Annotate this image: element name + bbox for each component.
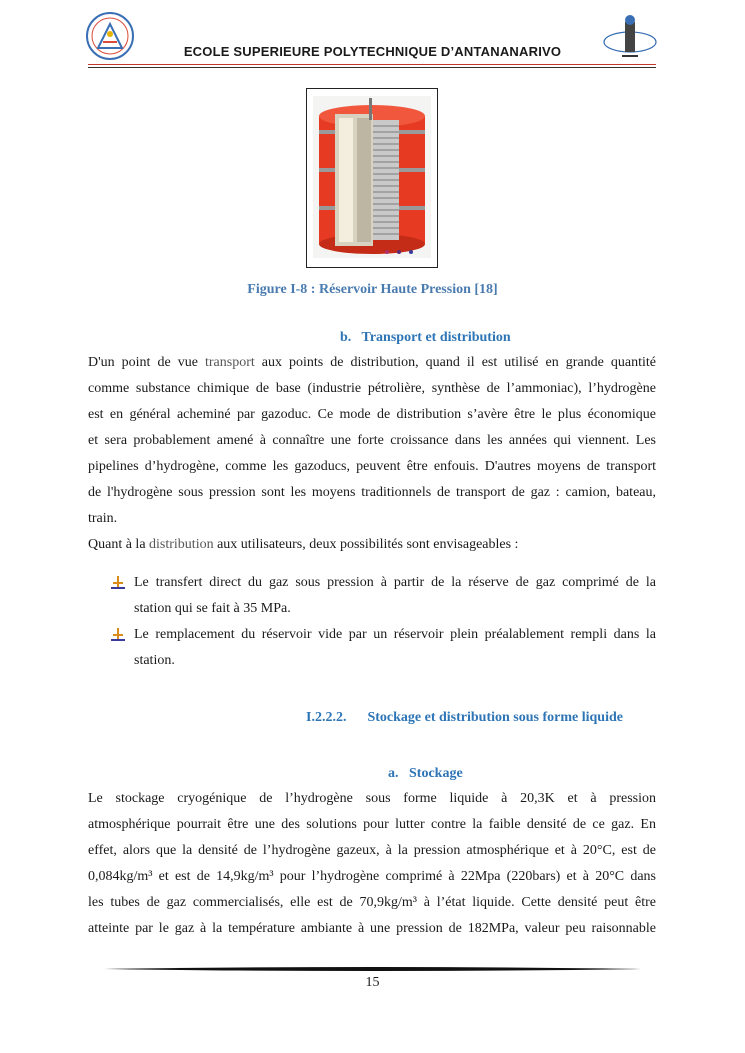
figure-frame xyxy=(306,88,438,268)
bullet-line: station qui se fait à 35 MPa. xyxy=(134,601,291,616)
term-transport: transport xyxy=(204,355,255,370)
bullet-arrow-icon xyxy=(111,628,125,642)
bullet-line: Le transfert direct du gaz sous pression à partir de la réserve de gaz comprimé de la xyxy=(134,575,656,590)
page-number: 15 xyxy=(365,975,380,990)
paragraph-line: Le stockage cryogénique de l’hydrogène sous forme liquide à 20,3K et à pression xyxy=(88,791,656,806)
paragraph-line: est en général acheminé par gazoduc. Ce mode de distribution s’avère être le plus économique xyxy=(88,407,656,422)
heading-title: Transport et distribution xyxy=(361,330,511,345)
heading-number: b. xyxy=(340,330,352,345)
heading-title: Stockage xyxy=(409,766,463,781)
paragraph-line: pipelines d’hydrogène, comme les gazoducs, peuvent être enfouis. D'autres moyens de transport xyxy=(88,459,656,474)
heading-stockage-liquide xyxy=(306,710,623,726)
heading-transport-distribution xyxy=(340,330,511,346)
bullet-item-transfer xyxy=(134,570,656,622)
paragraph-line: effet, alors que la densité de l’hydrogène gazeux, à la pression atmosphérique et à 20°C, est de xyxy=(88,843,656,858)
paragraph-distribution xyxy=(88,532,656,558)
paragraph-transport xyxy=(88,350,656,532)
header-school-name: ECOLE SUPERIEURE POLYTECHNIQUE D’ANTANANARIVO xyxy=(183,44,562,59)
bullet-arrow-icon xyxy=(111,576,125,590)
paragraph-line: comme substance chimique de base (industrie pétrolière, synthèse de l’ammoniac), l’hydrogène xyxy=(88,381,656,396)
bullet-line: Le remplacement du réservoir vide par un réservoir plein préalablement rempli dans la xyxy=(134,627,656,642)
paragraph-line: les tubes de gaz commercialisés, elle est de 70,9kg/m³ à l’état liquide. Cette densité peut être xyxy=(88,895,656,910)
paragraph-line: 0,084kg/m³ et est de 14,9kg/m³ pour l’hydrogène comprimé à 22Mpa (220bars) et à 20°C dans xyxy=(88,869,656,884)
paragraph-line: Quant à la distribution aux utilisateurs, deux possibilités sont envisageables : xyxy=(88,537,519,552)
term-distribution: distribution xyxy=(149,537,214,552)
pressure-tank-illustration xyxy=(313,96,431,258)
paragraph-line: D'un point de vue transport aux points de distribution, quand il est utilisé en grande quantité xyxy=(88,355,656,370)
paragraph-line: atmosphérique pourrait être une des solutions pour lutter contre la faible densité de ce gaz. En xyxy=(88,817,656,832)
bullet-item-replacement xyxy=(134,622,656,674)
paragraph-line: de l'hydrogène sous pression sont les moyens traditionnels de transport de gaz : camion, bateau, xyxy=(88,485,656,500)
paragraph-stockage xyxy=(88,786,656,942)
header-rule-red xyxy=(88,64,656,65)
heading-title: Stockage et distribution sous forme liquide xyxy=(367,710,623,725)
footer-rule xyxy=(104,966,641,972)
paragraph-line: et sera probablement amené à connaître une forte croissance dans les années qui viennent. Les xyxy=(88,433,656,448)
bullet-line: station. xyxy=(134,653,175,668)
heading-number: a. xyxy=(388,766,399,781)
heading-stockage xyxy=(388,766,463,782)
heading-number: I.2.2.2. xyxy=(306,710,347,725)
header-rule-dark xyxy=(88,67,656,68)
figure-caption: Figure I-8 : Réservoir Haute Pression [18] xyxy=(247,282,498,297)
paragraph-line: train. xyxy=(88,511,118,526)
paragraph-line: atteinte par le gaz à la température ambiante à une pression de 182MPa, valeur peu raisonnable xyxy=(88,921,656,936)
school-logo-right xyxy=(600,12,660,60)
